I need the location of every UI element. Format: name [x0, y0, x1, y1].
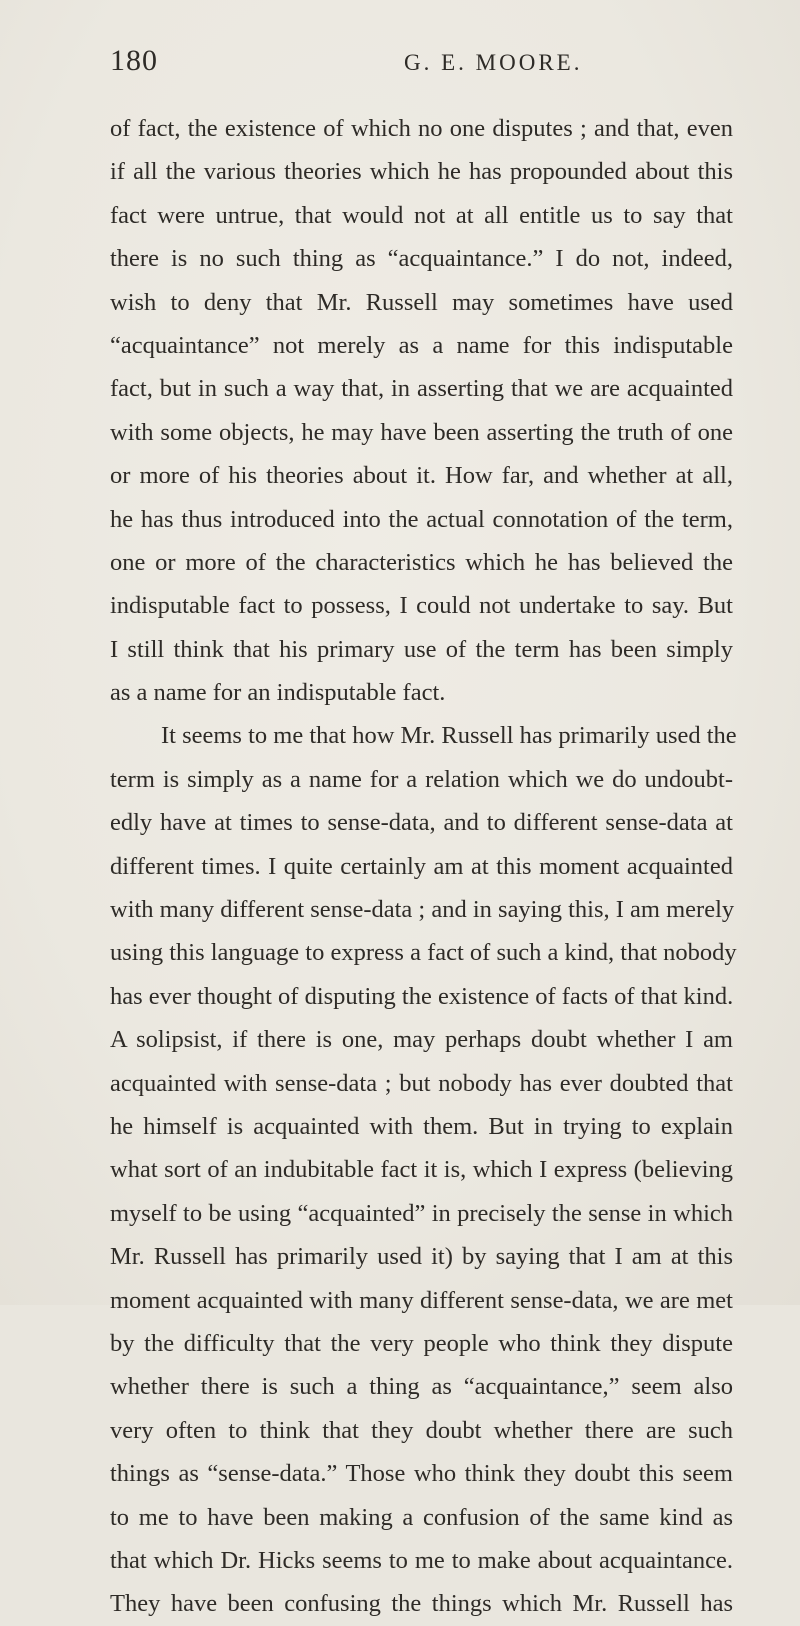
- text-line: has ever thought of disputing the existence of facts of that kind.: [110, 982, 734, 1010]
- text-line: that which Dr. Hicks seems to me to make about acquaintance.: [110, 1546, 733, 1574]
- text-line: one or more of the characteristics which he has believed the: [110, 548, 733, 576]
- text-line: myself to be using “acquainted” in precisely the sense in which: [110, 1199, 733, 1227]
- text-line: or more of his theories about it. How far, and whether at all,: [110, 462, 733, 490]
- page-number: 180: [110, 44, 158, 77]
- text-line: moment acquainted with many different sense-data, we are met: [110, 1286, 733, 1314]
- text-line: A solipsist, if there is one, may perhaps doubt whether I am: [110, 1026, 733, 1054]
- text-line: acquainted with sense-data ; but nobody has ever doubted that: [110, 1069, 733, 1097]
- text-line: he has thus introduced into the actual connotation of the term,: [110, 505, 733, 533]
- text-line: with many different sense-data ; and in saying this, I am merely: [110, 896, 735, 924]
- text-line: very often to think that they doubt whether there are such: [110, 1416, 733, 1444]
- page-header: [110, 44, 730, 84]
- paragraph-end-line: as a name for an indisputable fact.: [110, 679, 446, 707]
- text-line: of fact, the existence of which no one disputes ; and that, even: [110, 115, 733, 142]
- text-line: to me to have been making a confusion of the same kind as: [110, 1503, 733, 1531]
- text-line: what sort of an indubitable fact it is, which I express (believing: [110, 1156, 733, 1184]
- text-line: indisputable fact to possess, I could not undertake to say. But: [110, 592, 733, 620]
- text-line: “acquaintance” not merely as a name for this indisputable: [110, 331, 733, 359]
- text-line: They have been confusing the things which Mr. Russell has: [110, 1590, 733, 1618]
- text-line: using this language to express a fact of such a kind, that nobody: [110, 939, 737, 967]
- text-line: if all the various theories which he has propounded about this: [110, 158, 733, 186]
- paragraph-start-line: It seems to me that how Mr. Russell has primarily used the: [161, 722, 737, 750]
- body-text: [110, 107, 737, 1626]
- text-line: fact were untrue, that would not at all entitle us to say that: [110, 201, 733, 229]
- text-line: Mr. Russell has primarily used it) by saying that I am at this: [110, 1243, 733, 1271]
- text-line: I still think that his primary use of the term has been simply: [110, 635, 733, 663]
- text-line: with some objects, he may have been asserting the truth of one: [110, 418, 733, 446]
- text-line: things as “sense-data.” Those who think they doubt this seem: [110, 1460, 733, 1488]
- text-line: fact, but in such a way that, in asserting that we are acquainted: [110, 375, 733, 403]
- text-line: edly have at times to sense-data, and to different sense-data at: [110, 809, 733, 837]
- text-line: there is no such thing as “acquaintance.” I do not, indeed,: [110, 245, 733, 273]
- running-head: G. E. MOORE.: [404, 50, 583, 75]
- text-line: term is simply as a name for a relation which we do undoubt-: [110, 765, 733, 793]
- text-line: whether there is such a thing as “acquaintance,” seem also: [110, 1373, 733, 1401]
- text-line: different times. I quite certainly am at this moment acquainted: [110, 852, 733, 880]
- text-line: wish to deny that Mr. Russell may sometimes have used: [110, 288, 733, 316]
- text-line: he himself is acquainted with them. But in trying to explain: [110, 1112, 733, 1140]
- text-line: by the difficulty that the very people who think they dispute: [110, 1329, 733, 1357]
